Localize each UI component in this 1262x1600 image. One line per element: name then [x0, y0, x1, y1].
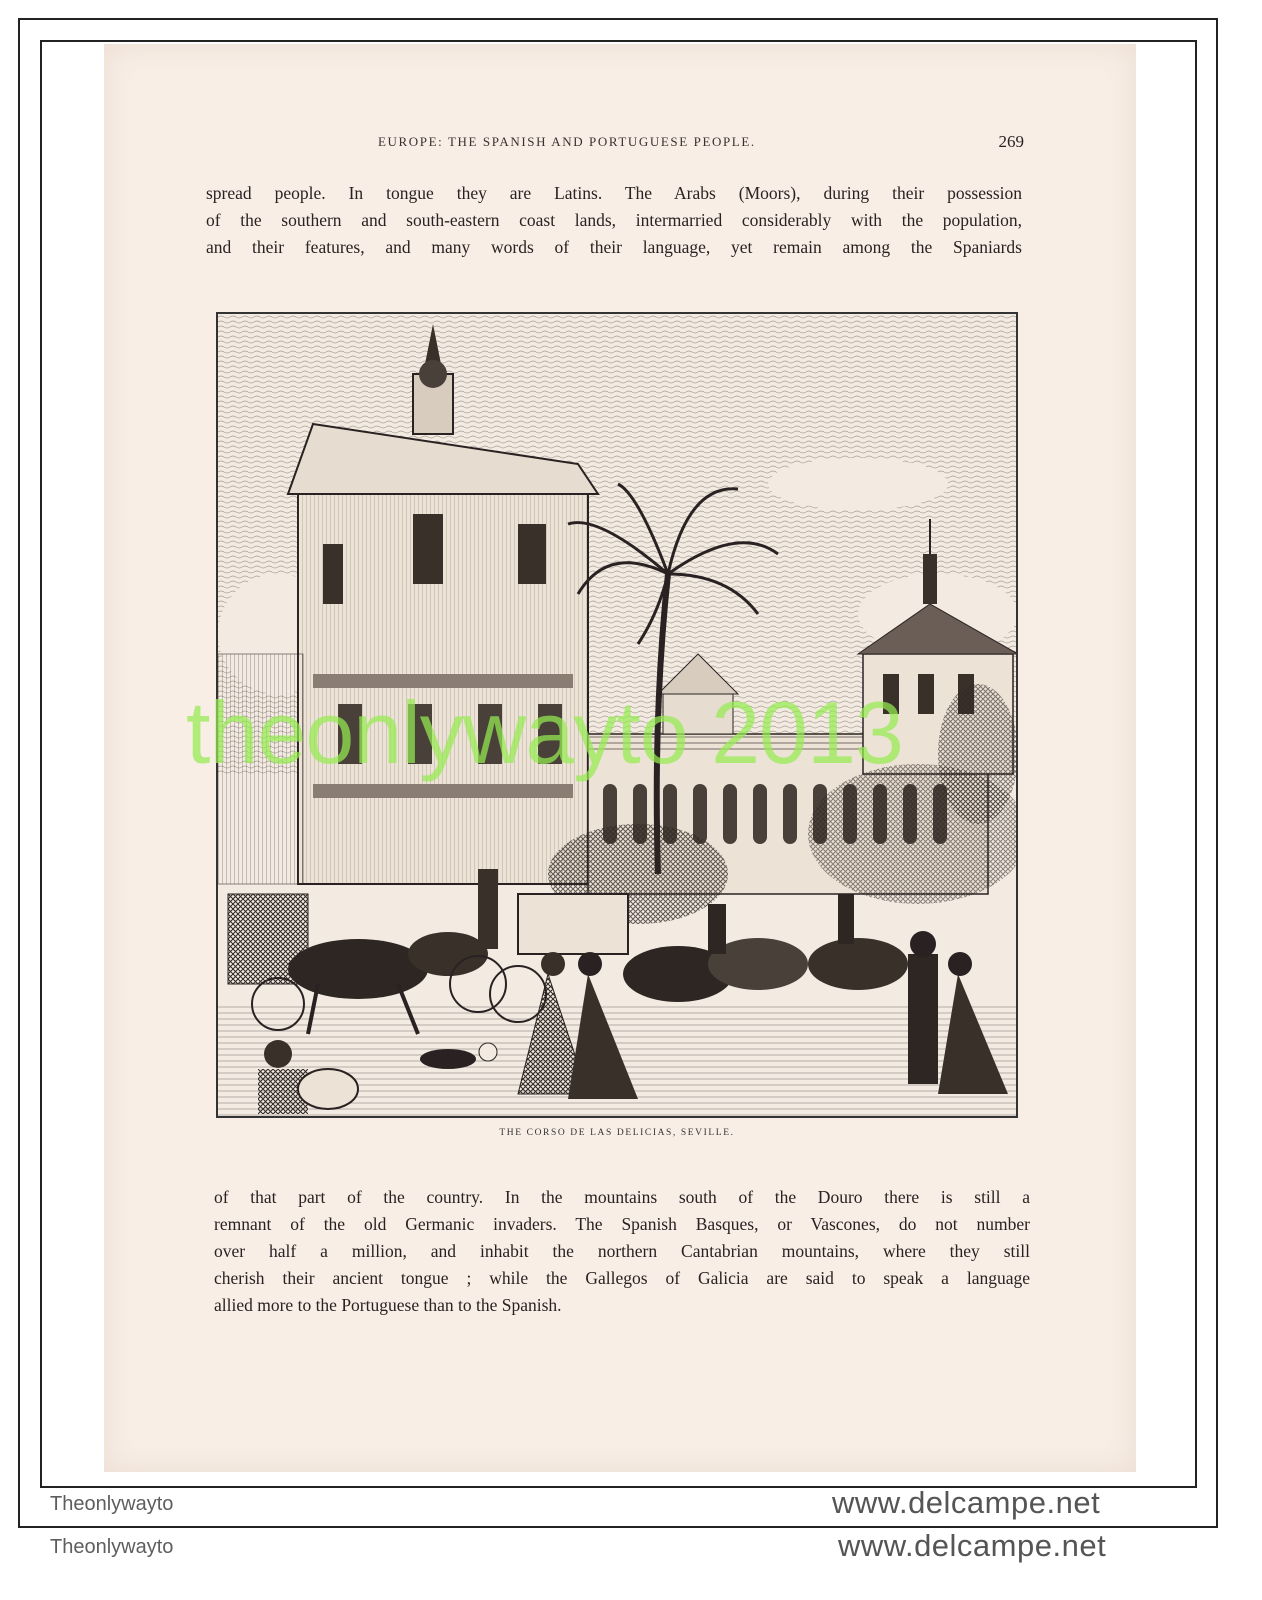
text-line: allied more to the Portuguese than to the Spanish. [214, 1295, 562, 1315]
text-line: remnant of the old Germanic invaders. The Spanish Basques, or Vascones, do not number [214, 1214, 1030, 1234]
text-line: over half a million, and inhabit the northern Cantabrian mountains, where they still [214, 1241, 1030, 1261]
foliage [938, 684, 1016, 824]
paragraph-bottom [214, 1184, 1030, 1319]
cloud [768, 458, 948, 510]
paragraph-top [206, 180, 1022, 261]
text-line: spread people. In tongue they are Latins. The Arabs (Moors), during their possession [206, 183, 1022, 203]
running-head [208, 134, 1024, 156]
page-number: 269 [998, 132, 1024, 151]
text-line: of that part of the country. In the mountains south of the Douro there is still a [214, 1187, 1030, 1207]
text-line: cherish their ancient tongue ; while the Gallegos of Galicia are said to speak a language [214, 1268, 1030, 1288]
site-url: www.delcampe.net [832, 1485, 1101, 1520]
site-url: www.delcampe.net [838, 1528, 1107, 1563]
illustration-caption: THE CORSO DE LAS DELICIAS, SEVILLE. [499, 1128, 735, 1138]
watermark: theonlywayto 2013 [186, 683, 903, 782]
seller-name: Theonlywayto [50, 1493, 174, 1515]
text-line: of the southern and south-eastern coast lands, intermarried considerably with the population, [206, 210, 1022, 230]
text-line: and their features, and many words of their language, yet remain among the Spaniards [206, 237, 1022, 257]
seller-name: Theonlywayto [50, 1536, 174, 1558]
running-head-title: EUROPE: THE SPANISH AND PORTUGUESE PEOPLE. [378, 134, 756, 149]
